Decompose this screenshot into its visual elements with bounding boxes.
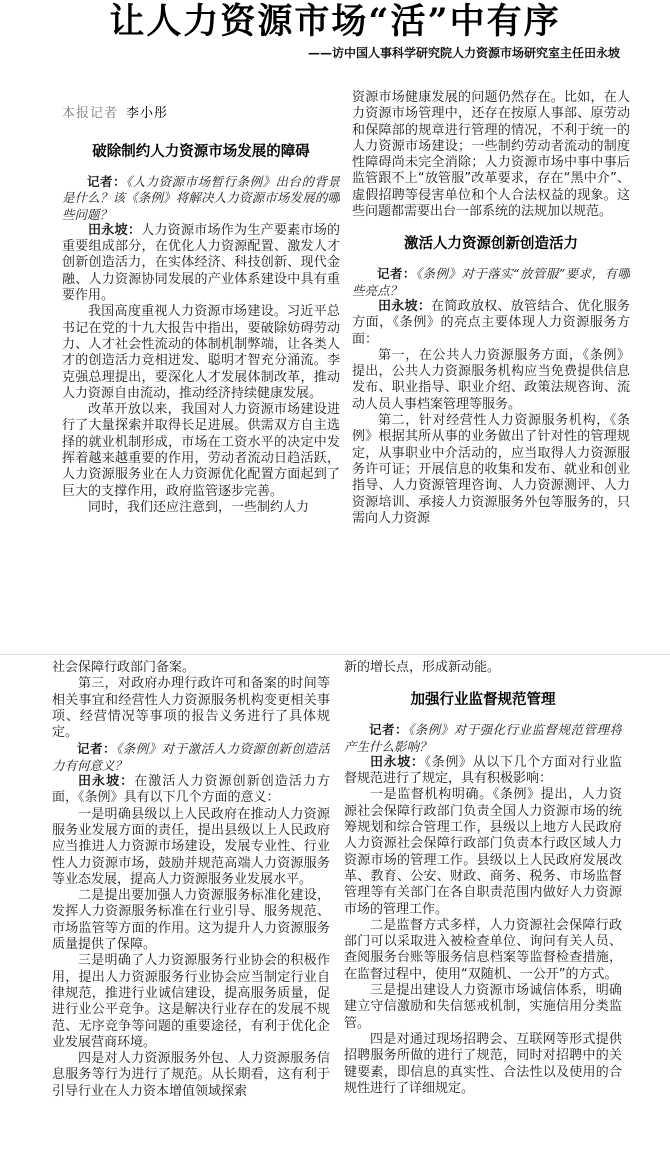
paragraph: 第二，针对经营性人力资源服务机构，《条例》根据其所从事的业务做出了针对性的管理规定，从事职业中介活动的，应当取得人力资源服务许可证；开展信息的收集和发布、就业和创业指导、人力资源管理咨询、人力资源测评、人力资源培训、承接人力资源服务外包等服务的，只需向人力资源 — [352, 413, 630, 526]
paragraph: 改革开放以来，我国对人力资源市场建设进行了大量探索并取得长足进展。供需双方自主选择的就业机制形成，市场在工资水平的决定中发挥着越来越重要的作用，劳动者流动日趋活跃，人力资源服务业在人力资源优化配置方面起到了巨大的支撑作用，政府监管逐步完善。 — [62, 402, 340, 499]
article-title: 让人力资源市场“活”中有序 — [109, 1, 561, 42]
paragraph: 第一，在公共人力资源服务方面，《条例》提出，公共人力资源服务机构应当免费提供信息发布、职业指导、职业介绍、政策法规咨询、流动人员人事档案管理等服务。 — [352, 347, 630, 412]
paragraph: 新的增长点，形成新动能。 — [344, 660, 501, 675]
question — [344, 722, 622, 755]
byline — [62, 104, 340, 124]
question-text: 《条例》对于激活人力资源创新创造活力有何意义？ — [52, 741, 330, 773]
answer-text: 《条例》从以下几个方面对行业监督规范进行了规定，具有积极影响： — [344, 754, 622, 787]
paragraph: 三是提出建设人力资源市场诚信体系，明确建立守信激励和失信惩戒机制，实施信用分类监管。 — [344, 983, 622, 1031]
speaker-label: 田永坡： — [88, 222, 142, 238]
paragraph: 四是对人力资源服务外包、人力资源服务信息服务等行为进行了规范。从长期看，这有利于引导行业在人力资本增值领域探索 — [52, 1051, 330, 1099]
question-text: 《条例》对于强化行业监督规范管理将产生什么影响？ — [344, 722, 622, 754]
answer — [52, 774, 330, 807]
speaker-label: 记者： — [87, 174, 126, 189]
paragraph: 二是提出要加强人力资源服务标准化建设，发挥人力资源服务标准在行业引导、服务规范、市场监管等方面的作用。这为提升人力资源服务质量提供了保障。 — [52, 888, 330, 953]
page-divider — [0, 654, 670, 655]
speaker-label: 记者： — [77, 741, 116, 757]
page-1 — [0, 90, 670, 650]
speaker-label: 田永坡： — [370, 754, 425, 770]
answer — [62, 223, 340, 304]
byline-name: 李小彤 — [126, 106, 169, 121]
answer-text: 在激活人力资源创新创造活力方面，《条例》具有以下几个方面的意义： — [52, 774, 330, 806]
byline-role: 本报记者 — [62, 106, 119, 121]
speaker-label: 记者： — [377, 266, 416, 282]
article-subtitle: ——访中国人事科学研究院人力资源市场研究室主任田永坡 — [307, 46, 620, 60]
paragraph: 第三，对政府办理行政许可和备案的时间等相关事宜和经营性人力资源服务机构变更相关事项、经营情况等事项的报告义务进行了具体规定。 — [52, 676, 330, 741]
section-heading: 加强行业监督规范管理 — [410, 692, 556, 709]
paragraph: 社会保障行政部门备案。 — [52, 660, 196, 675]
answer-text: 在简政放权、放管结合、优化服务方面，《条例》的亮点主要体现人力资源服务方面： — [352, 298, 630, 347]
answer — [344, 755, 622, 788]
paragraph: 二是监督方式多样，人力资源社会保障行政部门可以采取进入被检查单位、询问有关人员、查阅服务台账等服务信息档案等监督检查措施，在监督过程中，使用“双随机、一公开”的方式。 — [344, 917, 622, 982]
page1-left-column — [62, 90, 340, 650]
paragraph: 我国高度重视人力资源市场建设。习近平总书记在党的十九大报告中指出，要破除妨碍劳动力、人才社会性流动的体制机制弊端，让各类人才的创造活力竞相迸发、聪明才智充分涌流。李克强总理提出，要深化人才发展体制改革，推动人力资源自由流动，推动经济持续健康发展。 — [62, 304, 340, 401]
answer-text: 人力资源市场作为生产要素市场的重要组成部分，在优化人力资源配置、激发人才创新创造活力，在实体经济、科技创新、现代金融、人力资源协同发展的产业体系建设中具有重要作用。 — [62, 222, 340, 304]
paragraph: 三是明确了人力资源服务行业协会的积极作用，提出人力资源服务行业协会应当制定行业自律规范，推进行业诚信建设，提高服务质量，促进行业公平竞争。这是解决行业存在的发展不规范、无序竞争等问题的重要途径，有利于优化企业发展营商环境。 — [52, 953, 330, 1050]
question-text: 《人力资源市场暂行条例》出台的背景是什么？该《条例》将解决人力资源市场发展的哪些问题？ — [62, 174, 340, 222]
speaker-label: 田永坡： — [78, 774, 135, 790]
paragraph: 同时，我们还应注意到，一些制约人力 — [88, 499, 310, 515]
paragraph: 一是监督机构明确。《条例》提出，人力资源社会保障行政部门负责全国人力资源市场的统筹规划和综合管理工作，县级以上地方人民政府人力资源社会保障行政部门负责本行政区域人力资源市场的管理工作。县级以上人民政府发展改革、教育、公安、财政、商务、税务、市场监督管理等有关部门在各自职责范围内做好人力资源市场的管理工作。 — [344, 787, 622, 917]
section-heading: 激活人力资源创新创造活力 — [404, 236, 578, 253]
paragraph: 四是对通过现场招聘会、互联网等形式提供招聘服务所做的进行了规范，同时对招聘中的关键要素，即信息的真实性、合法性以及使用的合规性进行了详细规定。 — [344, 1031, 622, 1096]
question — [352, 266, 630, 299]
page2-left-column — [52, 660, 330, 1170]
page1-right-column — [352, 90, 630, 650]
paragraph: 一是明确县级以上人民政府在推动人力资源服务业发展方面的责任，提出县级以上人民政府应当推进人力资源市场建设，发展专业性、行业性人力资源市场，鼓励并规范高端人力资源服务等业态发展，提高人力资源服务业发展水平。 — [52, 806, 330, 887]
page-2 — [0, 660, 670, 1170]
question — [62, 174, 340, 223]
paragraph: 资源市场健康发展的问题仍然存在。比如，在人力资源市场管理中，还存在按原人事部、原劳动和保障部的规章进行管理的情况，不利于统一的人力资源市场建设；一些制约劳动者流动的制度性障碍尚未完全消除；人力资源市场中事中事后监管跟不上“放管服”改革要求，存在“黑中介”、虚假招聘等侵害单位和个人合法权益的现象。这些问题都需要出台一部系统的法规加以规范。 — [352, 90, 630, 220]
speaker-label: 记者： — [369, 722, 408, 738]
question-text: 《条例》对于落实“放管服”要求，有哪些亮点？ — [352, 266, 630, 298]
page2-right-column — [344, 660, 622, 1170]
speaker-label: 田永坡： — [378, 298, 432, 314]
question — [52, 741, 330, 774]
section-heading: 破除制约人力资源市场发展的障碍 — [92, 144, 310, 160]
answer — [352, 299, 630, 348]
